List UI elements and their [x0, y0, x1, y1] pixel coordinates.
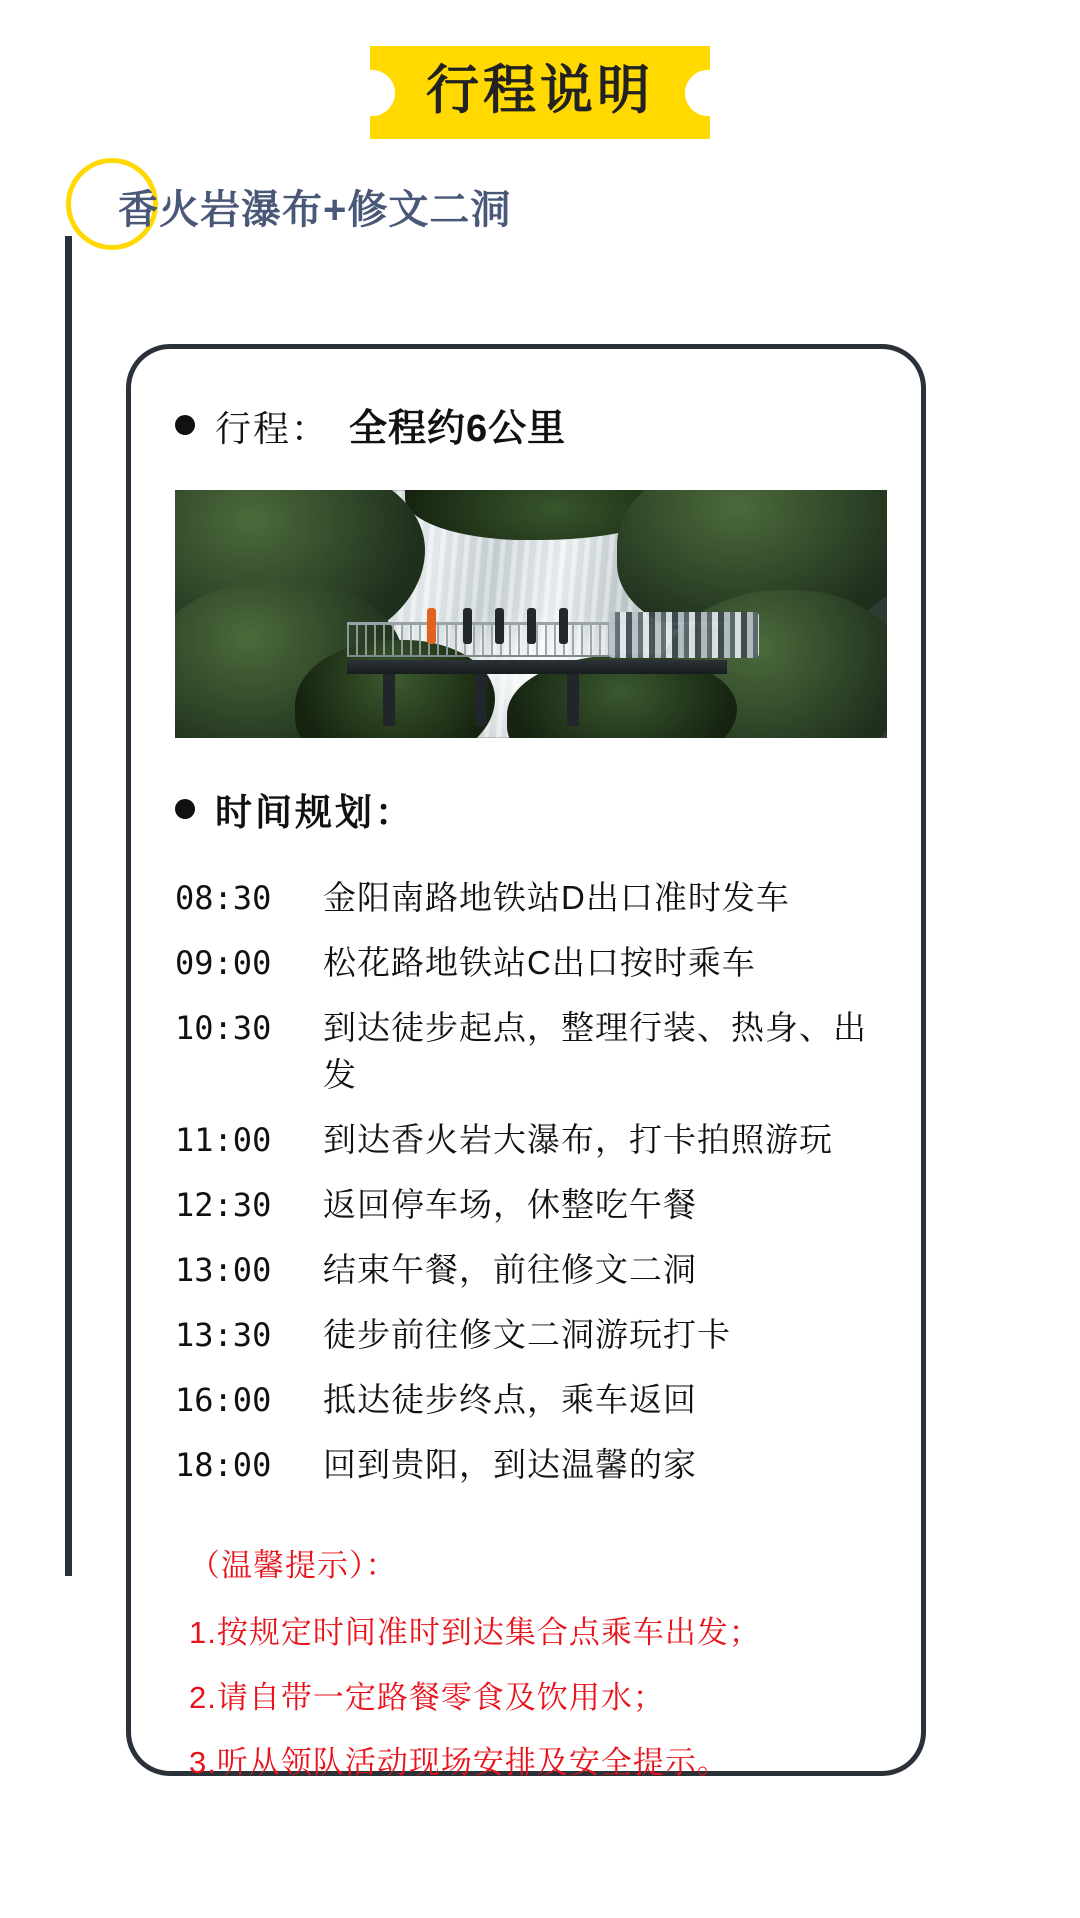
bridge-pier-1 [383, 674, 395, 726]
schedule-text: 松花路地铁站C出口按时乘车 [323, 944, 756, 981]
schedule-time: 13:00 [175, 1251, 272, 1289]
list-item [175, 1002, 877, 1096]
notes-block [175, 1540, 877, 1782]
schedule-text: 到达徒步起点，整理行装、热身、出发 [323, 1009, 867, 1093]
title-banner-wrap [0, 46, 1080, 139]
route-value: 全程约6公里 [349, 408, 567, 450]
list-item [175, 1439, 877, 1486]
note-item: 3.听从领队活动现场安排及安全提示。 [189, 1745, 729, 1780]
note-item: 2.请自带一定路餐零食及饮用水； [189, 1680, 665, 1715]
title-banner [370, 46, 710, 139]
bullet-dot-icon [175, 799, 195, 819]
banner-notch-left-icon [369, 70, 395, 116]
schedule-text: 到达香火岩大瀑布，打卡拍照游玩 [323, 1121, 833, 1158]
person-5 [559, 608, 568, 644]
route-heading-row [175, 397, 877, 452]
list-item [175, 1179, 877, 1226]
list-item [175, 1309, 877, 1356]
plan-heading: 时间规划： [215, 792, 415, 833]
list-item [175, 872, 877, 919]
schedule-text: 返回停车场，休整吃午餐 [323, 1186, 697, 1223]
person-4 [527, 608, 536, 644]
schedule-text: 徒步前往修文二洞游玩打卡 [323, 1316, 731, 1353]
banner-notch-right-icon [685, 70, 711, 116]
schedule-time: 10:30 [175, 1009, 272, 1047]
subtitle: 香火岩瀑布+修文二洞 [118, 188, 512, 232]
itinerary-card-inner [131, 349, 921, 1782]
schedule-time: 16:00 [175, 1381, 272, 1419]
schedule-time: 11:00 [175, 1121, 272, 1159]
crowd-group [609, 612, 759, 658]
schedule-text: 回到贵阳，到达温馨的家 [323, 1446, 697, 1483]
list-item [175, 1114, 877, 1161]
schedule-time: 12:30 [175, 1186, 272, 1224]
list-item [175, 937, 877, 984]
person-1 [427, 608, 436, 644]
schedule-text: 金阳南路地铁站D出口准时发车 [323, 879, 790, 916]
bullet-dot-icon [175, 415, 195, 435]
bridge-pier-3 [567, 674, 579, 726]
route-label: 行程： [215, 408, 330, 449]
schedule-text: 抵达徒步终点，乘车返回 [323, 1381, 697, 1418]
notes-title: （温馨提示）： [189, 1548, 398, 1583]
page-title: 行程说明 [426, 61, 654, 120]
itinerary-card [126, 344, 926, 1780]
schedule-time: 18:00 [175, 1446, 272, 1484]
schedule-text: 结束午餐，前往修文二洞 [323, 1251, 697, 1288]
plan-heading-row [175, 782, 877, 836]
list-item [175, 1244, 877, 1291]
bridge-pier-2 [475, 674, 487, 726]
person-3 [495, 608, 504, 644]
left-vertical-rule [65, 236, 72, 1576]
list-item [175, 1374, 877, 1421]
schedule-time: 09:00 [175, 944, 272, 982]
schedule-list [175, 872, 877, 1486]
note-item: 1.按规定时间准时到达集合点乘车出发； [189, 1615, 761, 1650]
bridge-deck [347, 660, 727, 674]
schedule-time: 08:30 [175, 879, 272, 917]
waterfall-bridge-photo [175, 490, 887, 738]
person-2 [463, 608, 472, 644]
schedule-time: 13:30 [175, 1316, 272, 1354]
